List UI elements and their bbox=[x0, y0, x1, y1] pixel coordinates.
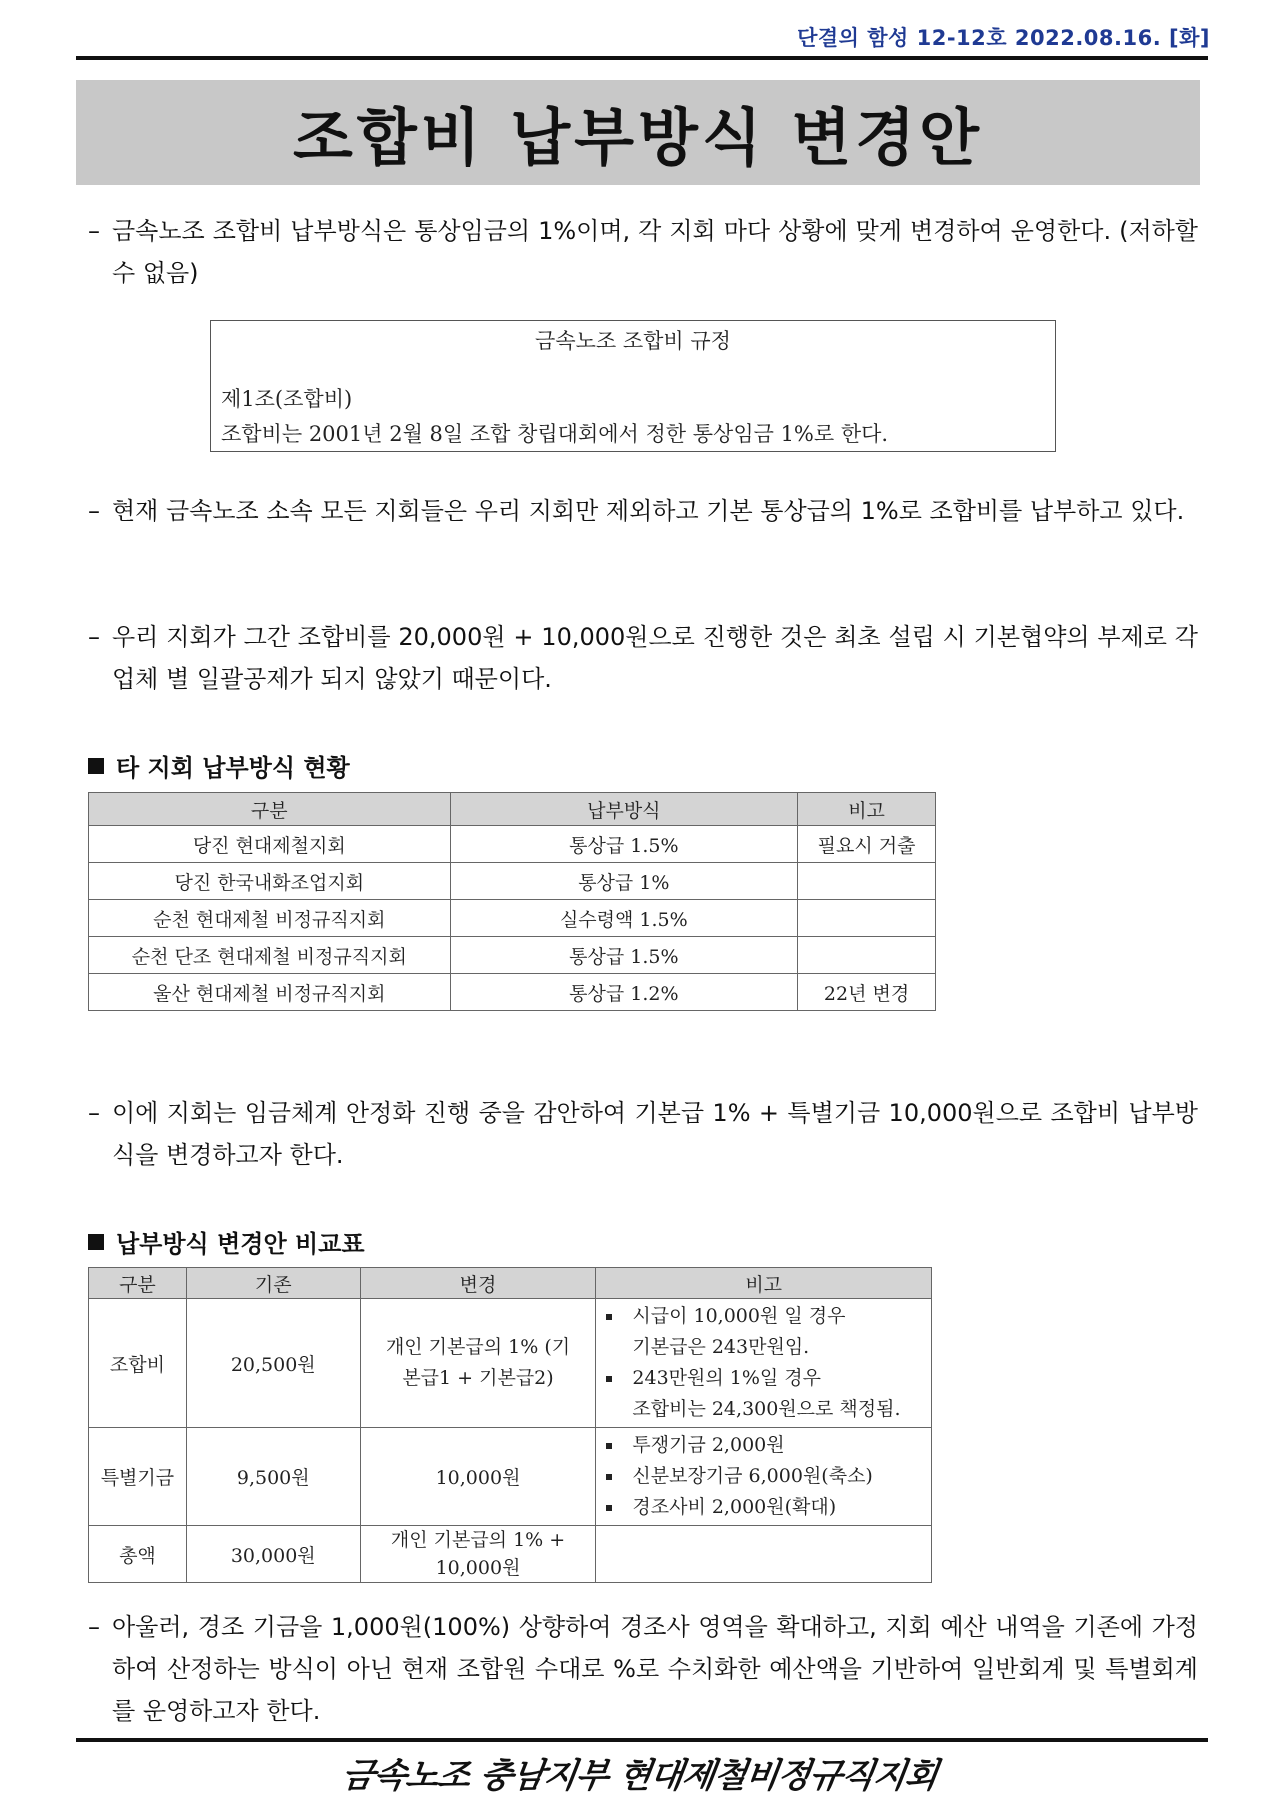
header-method: 납부방식 bbox=[450, 793, 798, 826]
union-fee-rule-box bbox=[210, 320, 1056, 452]
section-heading-text: 납부방식 변경안 비교표 bbox=[116, 1230, 365, 1258]
cell-after: 개인 기본급의 1% (기본급1 + 기본급2) bbox=[360, 1299, 596, 1428]
table-header-row bbox=[89, 793, 936, 826]
issue-header: 단결의 함성 12-12호 2022.08.16. [화] bbox=[797, 26, 1210, 50]
other-branches-table bbox=[88, 792, 936, 1011]
table-row bbox=[89, 974, 936, 1011]
note-item: 신분보장기금 6,000원(축소) bbox=[602, 1461, 925, 1492]
cell-notes bbox=[596, 1299, 932, 1428]
cell-method: 통상급 1.5% bbox=[450, 826, 798, 863]
table-row bbox=[89, 826, 936, 863]
cell-note bbox=[798, 863, 936, 900]
page-title: 조합비 납부방식 변경안 bbox=[292, 101, 984, 174]
cell-method: 통상급 1% bbox=[450, 863, 798, 900]
cell-note: 필요시 거출 bbox=[798, 826, 936, 863]
cell-after: 개인 기본급의 1% + 10,000원 bbox=[360, 1526, 596, 1583]
cell-note bbox=[798, 937, 936, 974]
cell-branch: 울산 현대제철 비정규직지회 bbox=[89, 974, 451, 1011]
cell-branch: 순천 단조 현대제철 비정규직지회 bbox=[89, 937, 451, 974]
paragraph-text: 우리 지회가 그간 조합비를 20,000원 + 10,000원으로 진행한 것은 최초 설립 시 기본협약의 부제로 각 업체 별 일괄공제가 되지 않았기 때문이다. bbox=[112, 623, 1198, 693]
note-item: 투쟁기금 2,000원 bbox=[602, 1430, 925, 1461]
dash-marker: – bbox=[88, 497, 100, 525]
dash-marker: – bbox=[88, 623, 100, 651]
top-divider bbox=[76, 56, 1208, 60]
section-heading-other-branches bbox=[88, 748, 350, 783]
cell-note: 22년 변경 bbox=[798, 974, 936, 1011]
header-note: 비고 bbox=[798, 793, 936, 826]
table-row bbox=[89, 863, 936, 900]
black-square-icon bbox=[88, 1234, 104, 1250]
cell-category: 특별기금 bbox=[89, 1428, 187, 1526]
cell-method: 통상급 1.5% bbox=[450, 937, 798, 974]
dash-marker: – bbox=[88, 217, 100, 245]
note-continuation: 기본급은 243만원임. bbox=[632, 1336, 810, 1358]
dash-marker: – bbox=[88, 1099, 100, 1127]
paragraph-2 bbox=[88, 490, 1198, 532]
cell-branch: 당진 현대제철지회 bbox=[89, 826, 451, 863]
cell-branch: 당진 한국내화조업지회 bbox=[89, 863, 451, 900]
table-row bbox=[89, 1526, 932, 1583]
rule-box-article: 제1조(조합비) bbox=[221, 387, 353, 411]
section-heading-text: 타 지회 납부방식 현황 bbox=[116, 754, 350, 782]
table-row bbox=[89, 1299, 932, 1428]
cell-category: 조합비 bbox=[89, 1299, 187, 1428]
paragraph-text: 아울러, 경조 기금을 1,000원(100%) 상향하여 경조사 영역을 확대하고, 지회 예산 내역을 기존에 가정하여 산정하는 방식이 아닌 현재 조합원 수대로 %로 수치화한 예산액을 기반하여 일반회계 및 특별회계를 운영하고자 한다. bbox=[112, 1613, 1198, 1725]
table-row bbox=[89, 1428, 932, 1526]
cell-before: 30,000원 bbox=[186, 1526, 360, 1583]
table-row bbox=[89, 900, 936, 937]
rule-box-title: 금속노조 조합비 규정 bbox=[535, 329, 731, 353]
cell-notes bbox=[596, 1526, 932, 1583]
cell-method: 통상급 1.2% bbox=[450, 974, 798, 1011]
table-header-row bbox=[89, 1268, 932, 1299]
header-after: 변경 bbox=[360, 1268, 596, 1299]
dash-marker: – bbox=[88, 1613, 100, 1641]
table-row bbox=[89, 937, 936, 974]
note-continuation: 조합비는 24,300원으로 책정됨. bbox=[632, 1398, 901, 1420]
note-item: 243만원의 1%일 경우 bbox=[602, 1363, 925, 1394]
section-heading-comparison bbox=[88, 1224, 365, 1259]
paragraph-1 bbox=[88, 210, 1198, 294]
cell-after: 10,000원 bbox=[360, 1428, 596, 1526]
cell-branch: 순천 현대제철 비정규직지회 bbox=[89, 900, 451, 937]
cell-category: 총액 bbox=[89, 1526, 187, 1583]
paragraph-5 bbox=[88, 1606, 1198, 1732]
cell-notes bbox=[596, 1428, 932, 1526]
header-before: 기존 bbox=[186, 1268, 360, 1299]
cell-before: 9,500원 bbox=[186, 1428, 360, 1526]
header-category: 구분 bbox=[89, 1268, 187, 1299]
cell-before: 20,500원 bbox=[186, 1299, 360, 1428]
paragraph-text: 금속노조 조합비 납부방식은 통상임금의 1%이며, 각 지회 마다 상황에 맞게 변경하여 운영한다. (저하할 수 없음) bbox=[112, 217, 1198, 287]
note-item: 시급이 10,000원 일 경우 bbox=[602, 1301, 925, 1332]
black-square-icon bbox=[88, 758, 104, 774]
cell-note bbox=[798, 900, 936, 937]
title-banner bbox=[76, 80, 1200, 185]
paragraph-text: 이에 지회는 임금체계 안정화 진행 중을 감안하여 기본급 1% + 특별기금 10,000원으로 조합비 납부방식을 변경하고자 한다. bbox=[112, 1099, 1198, 1169]
paragraph-3 bbox=[88, 616, 1198, 700]
rule-box-text: 조합비는 2001년 2월 8일 조합 창립대회에서 정한 통상임금 1%로 한다. bbox=[221, 422, 889, 446]
header-category: 구분 bbox=[89, 793, 451, 826]
cell-method: 실수령액 1.5% bbox=[450, 900, 798, 937]
header-note: 비고 bbox=[596, 1268, 932, 1299]
note-item: 경조사비 2,000원(확대) bbox=[602, 1492, 925, 1523]
branch-signature: 금속노조 충남지부 현대제철비정규직지회 bbox=[339, 1756, 940, 1796]
paragraph-text: 현재 금속노조 소속 모든 지회들은 우리 지회만 제외하고 기본 통상급의 1%로 조합비를 납부하고 있다. bbox=[112, 497, 1185, 525]
bottom-divider bbox=[76, 1738, 1208, 1742]
comparison-table bbox=[88, 1267, 932, 1583]
paragraph-4 bbox=[88, 1092, 1198, 1176]
